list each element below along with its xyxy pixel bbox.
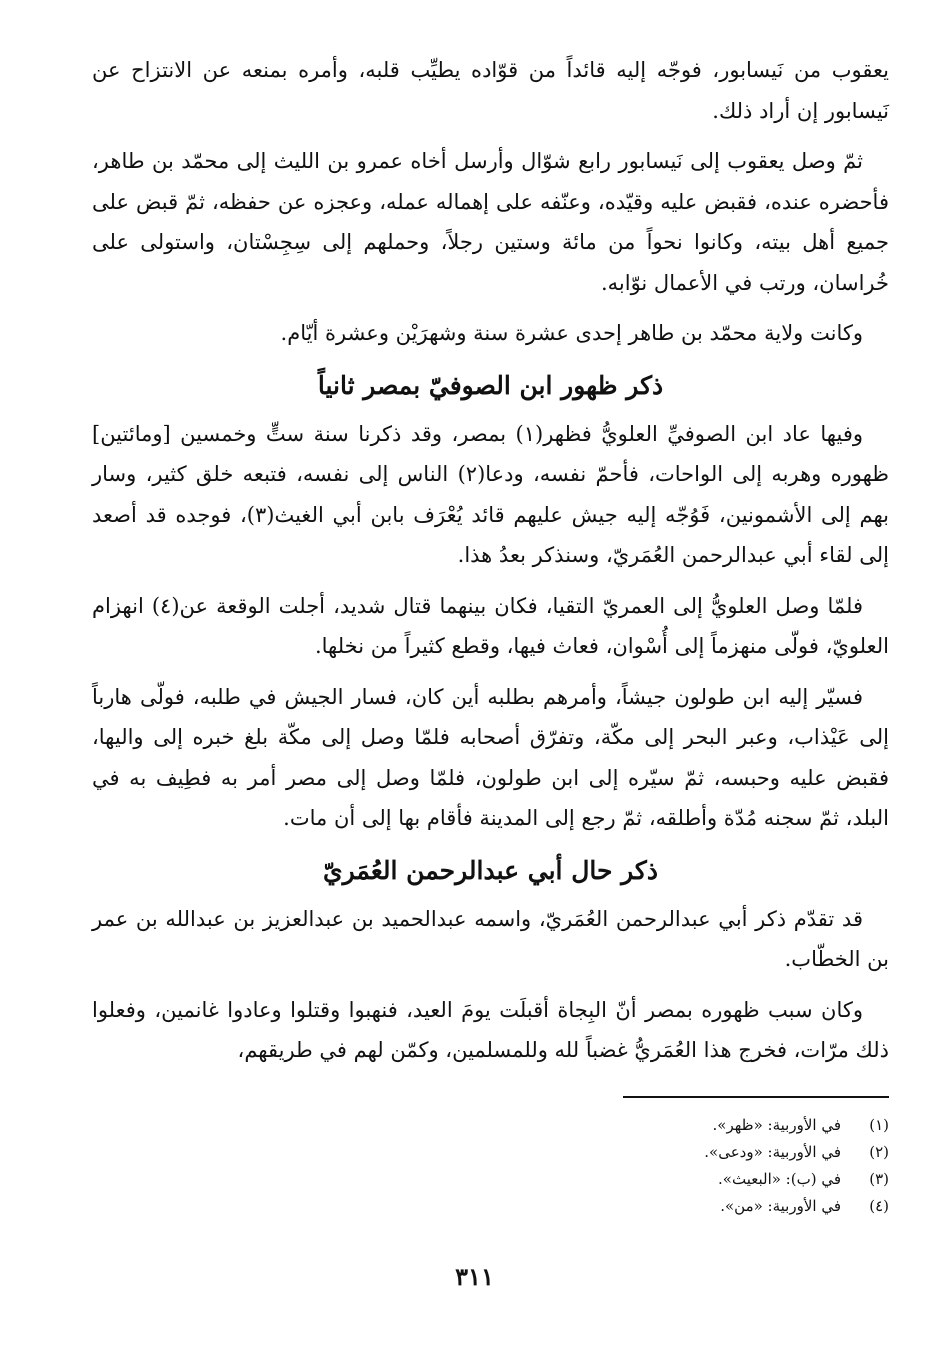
footnote-number: (٣): [869, 1170, 889, 1188]
paragraph: فلمّا وصل العلويُّ إلى العمريّ التقيا، فكان بينهما قتال شديد، أجلت الوقعة عن(٤) انهزام العلويّ، فولّى منهزماً إلى أُسْوان، فعاث فيها، وقطع كثيراً من نخلها.: [92, 593, 889, 658]
footnote: [540, 1193, 889, 1220]
footnote-text: في الأوربية: «من».: [720, 1197, 841, 1215]
paragraph: ثمّ وصل يعقوب إلى نَيسابور رابع شوّال وأرسل أخاه عمرو بن الليث إلى محمّد بن طاهر، فأحضره عنده، فقبض عليه وقيّده، وعنّفه على إهماله عمله، وعجزه عن حفظه، ثمّ قبض على جميع أهل بيته، وكانوا نحواً من مائة وستين رجلاً، وحملهم إلى سِجِسْتان، واستولى على خُراسان، ورتب في الأعمال نوّابه.: [92, 149, 889, 295]
paragraph: فسيّر إليه ابن طولون جيشاً، وأمرهم بطلبه أين كان، فسار الجيش في طلبه، فولّى هارباً إلى عَيْذاب، وعبر البحر إلى مكّة، وتفرّق أصحابه فلمّا وصل إلى مكّة بلغ خبره إلى واليها، فقبض عليه وحبسه، ثمّ سيّره إلى ابن طولون، فلمّا وصل إلى مصر أمر به فطِيف به في البلد، ثمّ سجنه مُدّة وأطلقه، ثمّ رجع إلى المدينة فأقام بها إلى أن مات.: [92, 684, 889, 830]
footnote: [540, 1139, 889, 1166]
footnote-text: في الأوربية: «ظهر».: [712, 1116, 841, 1134]
page-body: [92, 50, 889, 1081]
paragraph: وفيها عاد ابن الصوفيِّ العلويُّ فظهر(١) بمصر، وقد ذكرنا سنة ستٍّ وخمسين [ومائتين] ظهوره وهربه إلى الواحات، فأحمّ نفسه، ودعا(٢) الناس إلى نفسه، فتبعه خلق كثير، وسار بهم إلى الأشمونين، فَوُجّه إليه جيش عليهم قائد يُعْرَف بابن أبي الغيث(٣)، فوجده قد أصعد إلى لقاء أبي عبدالرحمن العُمَريّ، وسنذكر بعدُ هذا.: [92, 421, 890, 567]
paragraph: وكانت ولاية محمّد بن طاهر إحدى عشرة سنة وشهرَيْن وعشرة أيّام.: [280, 321, 863, 345]
footnotes: [540, 1112, 889, 1220]
page-number: ٣١١: [455, 1262, 494, 1291]
footnote-number: (٤): [869, 1197, 889, 1215]
footnote-number: (٢): [869, 1143, 889, 1161]
section-heading: ذكر ظهور ابن الصوفيّ بمصر ثانياً: [317, 370, 664, 400]
footnote-text: في الأوربية: «ودعى».: [704, 1143, 841, 1161]
paragraph: وكان سبب ظهوره بمصر أنّ البِجاة أقبلَت يومَ العيد، فنهبوا وقتلوا وعادوا غانمين، وفعلوا ذلك مرّات، فخرج هذا العُمَريُّ غضباً لله وللمسلمين، وكمّن لهم في طريقهم،: [92, 997, 889, 1062]
paragraph: يعقوب من نَيسابور، فوجّه إليه قائداً من قوّاده يطيِّب قلبه، وأمره بمنعه عن الانتزاح عن نَيسابور إن أراد ذلك.: [92, 58, 889, 123]
paragraph: قد تقدّم ذكر أبي عبدالرحمن العُمَريّ، واسمه عبدالحميد بن عبدالعزيز بن عبدالله بن عمر بن الخطّاب.: [92, 906, 889, 971]
footnote-divider: [623, 1096, 889, 1098]
footnote: [540, 1112, 889, 1139]
footnote-number: (١): [869, 1116, 889, 1134]
footnote: [540, 1166, 889, 1193]
footnote-text: في (ب): «البعيث».: [718, 1170, 841, 1188]
section-heading: ذكر حال أبي عبدالرحمن العُمَريّ: [323, 855, 658, 885]
